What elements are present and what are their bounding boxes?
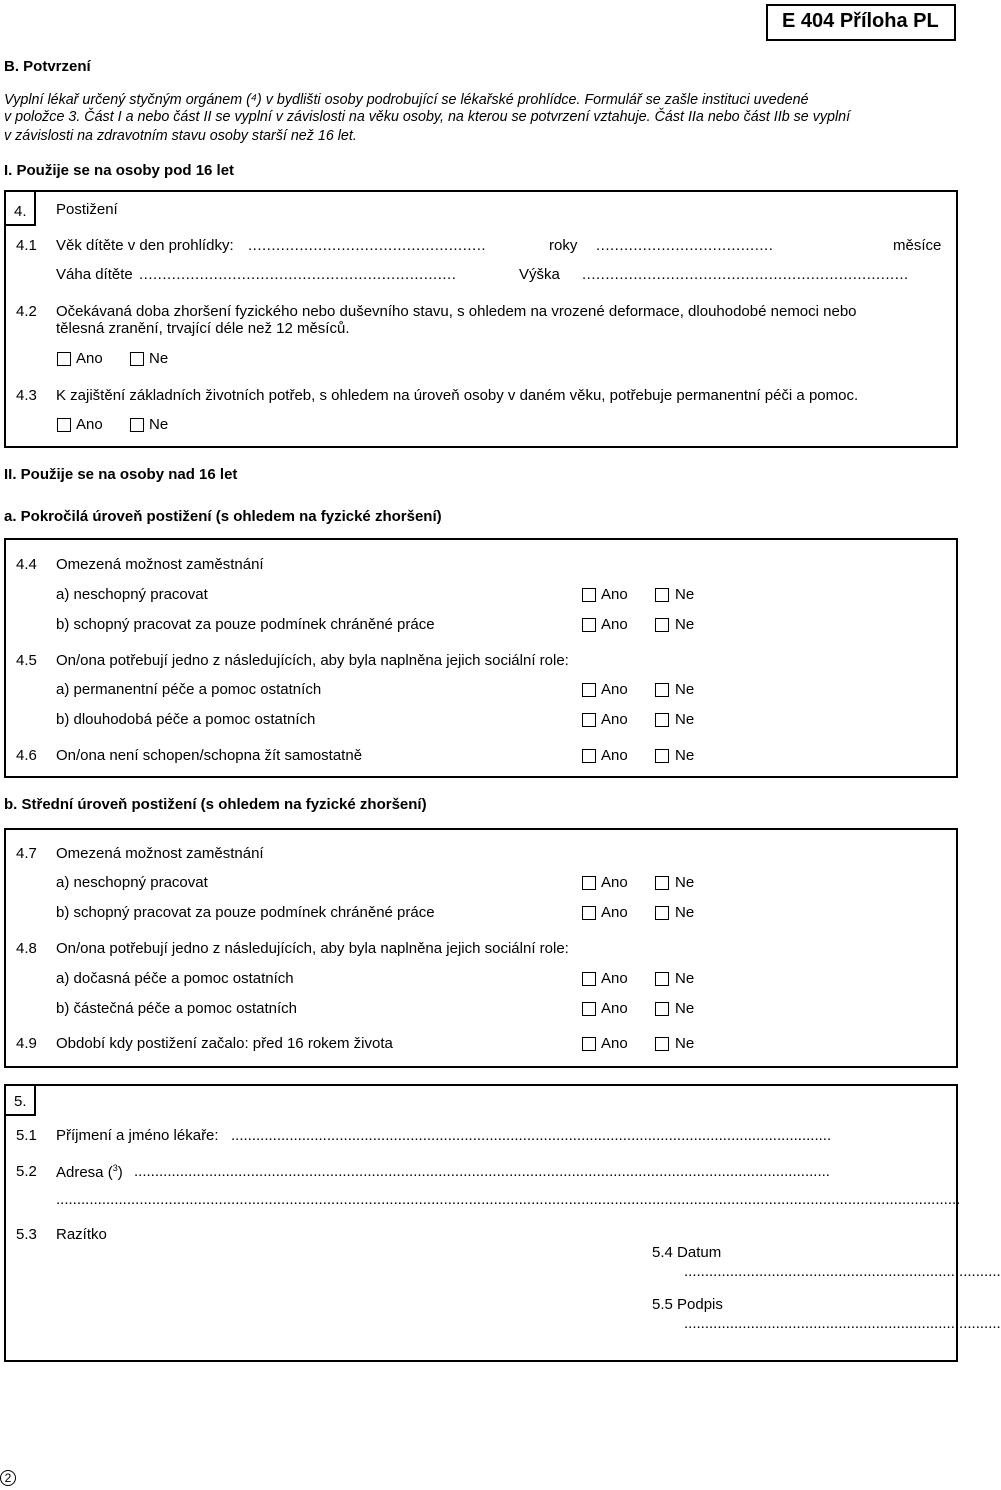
q41-num: 4.1 bbox=[16, 237, 37, 254]
q41-years: roky bbox=[549, 237, 578, 254]
q43-no-checkbox[interactable] bbox=[130, 418, 144, 432]
q48-b-no-label: Ne bbox=[675, 1000, 695, 1017]
q52-label-text: Adresa ( bbox=[56, 1164, 113, 1181]
part2-heading: II. Použije se na osoby nad 16 let bbox=[4, 466, 238, 483]
q52-address-field-2[interactable]: ......................................................................................................................................................................................................................... bbox=[56, 1191, 961, 1208]
q54-date-field[interactable]: ............................................................................ bbox=[684, 1263, 1001, 1280]
q54-label: 5.4 Datum bbox=[652, 1244, 722, 1261]
q45-b-no-label: Ne bbox=[675, 711, 695, 728]
q45-a-yes-checkbox[interactable] bbox=[582, 683, 596, 697]
q52-label-close: ) bbox=[117, 1164, 123, 1181]
q48-a-yes-checkbox[interactable] bbox=[582, 972, 596, 986]
q47-b-yes-label: Ano bbox=[601, 904, 628, 921]
q48-b-label: b) částečná péče a pomoc ostatních bbox=[56, 1000, 297, 1017]
q46-no-label: Ne bbox=[675, 747, 695, 764]
q41-age-months-field[interactable]: ...................................... bbox=[596, 237, 774, 254]
q44-a-no-label: Ne bbox=[675, 586, 695, 603]
q42-yes-label: Ano bbox=[76, 350, 103, 367]
q49-yes-label: Ano bbox=[601, 1035, 628, 1052]
q47-b-yes-checkbox[interactable] bbox=[582, 906, 596, 920]
q47-a-label: a) neschopný pracovat bbox=[56, 874, 208, 891]
q51-num: 5.1 bbox=[16, 1127, 37, 1144]
q49-no-checkbox[interactable] bbox=[655, 1037, 669, 1051]
q45-b-yes-checkbox[interactable] bbox=[582, 713, 596, 727]
q42-num: 4.2 bbox=[16, 303, 37, 320]
q49-title: Období kdy postižení začalo: před 16 rokem života bbox=[56, 1035, 393, 1052]
q45-a-label: a) permanentní péče a pomoc ostatních bbox=[56, 681, 322, 698]
q41-label: Věk dítěte v den prohlídky: bbox=[56, 237, 234, 254]
q43-yes-checkbox[interactable] bbox=[57, 418, 71, 432]
q46-num: 4.6 bbox=[16, 747, 37, 764]
q48-num: 4.8 bbox=[16, 940, 37, 957]
q48-b-yes-checkbox[interactable] bbox=[582, 1002, 596, 1016]
q44-a-no-checkbox[interactable] bbox=[655, 588, 669, 602]
q49-num: 4.9 bbox=[16, 1035, 37, 1052]
q48-a-label: a) dočasná péče a pomoc ostatních bbox=[56, 970, 294, 987]
q41-height-label: Výška bbox=[519, 266, 560, 283]
q51-name-field[interactable]: ................................................................................................................................................ bbox=[231, 1127, 832, 1144]
q51-label: Příjmení a jméno lékaře: bbox=[56, 1127, 219, 1144]
q44-a-label: a) neschopný pracovat bbox=[56, 586, 208, 603]
section-title: B. Potvrzení bbox=[4, 58, 91, 75]
q52-num: 5.2 bbox=[16, 1163, 37, 1180]
q48-b-no-checkbox[interactable] bbox=[655, 1002, 669, 1016]
intro-line-3: v závislosti na zdravotním stavu osoby starší než 16 let. bbox=[4, 128, 357, 144]
q47-a-no-label: Ne bbox=[675, 874, 695, 891]
q48-a-yes-label: Ano bbox=[601, 970, 628, 987]
box-4-num: 4. bbox=[14, 203, 27, 220]
box-5-num: 5. bbox=[14, 1093, 27, 1110]
form-title: E 404 Příloha PL bbox=[782, 10, 939, 32]
q46-title: On/ona není schopen/schopna žít samostatně bbox=[56, 747, 363, 764]
q42-yes-checkbox[interactable] bbox=[57, 352, 71, 366]
page-number-circle bbox=[0, 1470, 16, 1486]
q41-height-field[interactable]: ...................................................................... bbox=[582, 266, 909, 283]
q44-a-yes-checkbox[interactable] bbox=[582, 588, 596, 602]
q45-a-yes-label: Ano bbox=[601, 681, 628, 698]
q44-a-yes-label: Ano bbox=[601, 586, 628, 603]
q49-no-label: Ne bbox=[675, 1035, 695, 1052]
q41-age-years-field[interactable]: ................................................... bbox=[248, 237, 487, 254]
q47-num: 4.7 bbox=[16, 845, 37, 862]
q46-yes-label: Ano bbox=[601, 747, 628, 764]
q44-title: Omezená možnost zaměstnání bbox=[56, 556, 264, 573]
q46-yes-checkbox[interactable] bbox=[582, 749, 596, 763]
q44-b-yes-checkbox[interactable] bbox=[582, 618, 596, 632]
q44-b-no-label: Ne bbox=[675, 616, 695, 633]
q47-b-label: b) schopný pracovat za pouze podmínek chráněné práce bbox=[56, 904, 435, 921]
q45-title: On/ona potřebují jedno z následujících, aby byla naplněna jejich sociální role: bbox=[56, 652, 569, 669]
q47-a-no-checkbox[interactable] bbox=[655, 876, 669, 890]
q44-b-label: b) schopný pracovat za pouze podmínek chráněné práce bbox=[56, 616, 435, 633]
q45-b-yes-label: Ano bbox=[601, 711, 628, 728]
q44-b-no-checkbox[interactable] bbox=[655, 618, 669, 632]
q47-a-yes-label: Ano bbox=[601, 874, 628, 891]
q55-label: 5.5 Podpis bbox=[652, 1296, 723, 1313]
intro-line-1: Vyplní lékař určený styčným orgánem (⁴) v bydlišti osoby podrobující se lékařské prohlídce. Formulář se zašle instituci uvedené bbox=[4, 92, 809, 108]
q47-a-yes-checkbox[interactable] bbox=[582, 876, 596, 890]
q44-b-yes-label: Ano bbox=[601, 616, 628, 633]
q48-a-no-label: Ne bbox=[675, 970, 695, 987]
q49-yes-checkbox[interactable] bbox=[582, 1037, 596, 1051]
q45-a-no-label: Ne bbox=[675, 681, 695, 698]
q47-b-no-label: Ne bbox=[675, 904, 695, 921]
q48-b-yes-label: Ano bbox=[601, 1000, 628, 1017]
q43-num: 4.3 bbox=[16, 387, 37, 404]
q41-weight-label: Váha dítěte bbox=[56, 266, 133, 283]
q41-weight-field[interactable]: .................................................................... bbox=[139, 266, 457, 283]
q52-label bbox=[56, 1163, 123, 1181]
intro-line-2: v položce 3. Část I a nebo část II se vyplní v závislosti na věku osoby, na kterou se potvrzení vztahuje. Část IIa nebo část IIb se vyplní bbox=[4, 109, 851, 125]
part2b-heading: b. Střední úroveň postižení (s ohledem na fyzické zhoršení) bbox=[4, 796, 427, 813]
q42-line-1: Očekávaná doba zhoršení fyzického nebo duševního stavu, s ohledem na vrozené deformace, dlouhodobé nemoci nebo bbox=[56, 303, 857, 320]
q52-footnote-ref: 3 bbox=[112, 1163, 118, 1173]
q41-months: měsíce bbox=[893, 237, 942, 254]
q55-signature-field[interactable]: ............................................................................ bbox=[684, 1315, 1001, 1332]
part1-heading: I. Použije se na osoby pod 16 let bbox=[4, 162, 235, 179]
q48-a-no-checkbox[interactable] bbox=[655, 972, 669, 986]
q45-b-no-checkbox[interactable] bbox=[655, 713, 669, 727]
q47-b-no-checkbox[interactable] bbox=[655, 906, 669, 920]
page-number: 2 bbox=[4, 1471, 12, 1485]
q42-no-label: Ne bbox=[149, 350, 169, 367]
q46-no-checkbox[interactable] bbox=[655, 749, 669, 763]
q43-text: K zajištění základních životních potřeb, s ohledem na úroveň osoby v daném věku, potřebuje permanentní péči a pomoc. bbox=[56, 387, 859, 404]
q45-num: 4.5 bbox=[16, 652, 37, 669]
q44-num: 4.4 bbox=[16, 556, 37, 573]
part2a-heading: a. Pokročilá úroveň postižení (s ohledem na fyzické zhoršení) bbox=[4, 508, 442, 525]
q45-a-no-checkbox[interactable] bbox=[655, 683, 669, 697]
q45-b-label: b) dlouhodobá péče a pomoc ostatních bbox=[56, 711, 316, 728]
q47-title: Omezená možnost zaměstnání bbox=[56, 845, 264, 862]
q42-line-2: tělesná zranění, trvající déle než 12 měsíců. bbox=[56, 320, 350, 337]
q48-title: On/ona potřebují jedno z následujících, aby byla naplněna jejich sociální role: bbox=[56, 940, 569, 957]
q53-num: 5.3 bbox=[16, 1226, 37, 1243]
box-4-title: Postižení bbox=[56, 201, 118, 218]
q43-no-label: Ne bbox=[149, 416, 169, 433]
q42-no-checkbox[interactable] bbox=[130, 352, 144, 366]
q52-address-field[interactable]: ....................................................................................................................................................................... bbox=[134, 1163, 830, 1180]
q53-label: Razítko bbox=[56, 1226, 107, 1243]
q43-yes-label: Ano bbox=[76, 416, 103, 433]
